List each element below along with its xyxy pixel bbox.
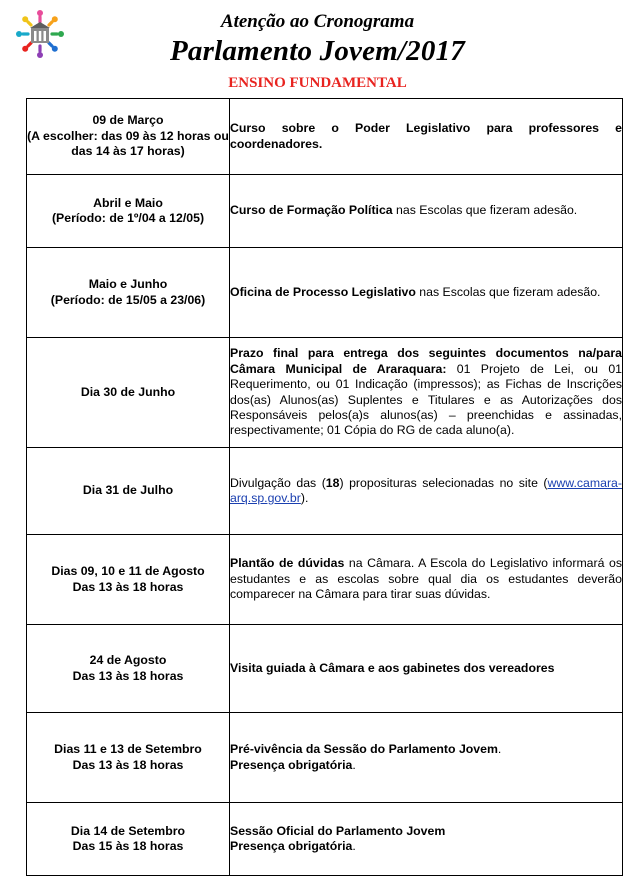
- table-row: [27, 99, 623, 175]
- description-text: nas Escolas que fizeram adesão.: [415, 284, 601, 299]
- date-detail: (Período: de 1º/04 a 12/05): [51, 211, 205, 225]
- table-row: [27, 713, 623, 803]
- date-text: Dia 30 de Junho: [80, 384, 176, 399]
- date-cell: [27, 713, 230, 803]
- description-bold: Pré-vivência da Sessão do Parlamento Jovem: [230, 742, 498, 757]
- description-bold: Sessão Oficial do Parlamento Jovem: [230, 823, 446, 838]
- date-detail: Das 13 às 18 horas: [72, 579, 184, 594]
- description-text: .: [497, 742, 502, 757]
- description-bold: Presença obrigatória: [230, 839, 353, 853]
- date-detail: Das 13 às 18 horas: [72, 668, 184, 683]
- description-cell: [230, 535, 623, 625]
- description-cell: [230, 713, 623, 803]
- page-title: Parlamento Jovem/2017: [170, 35, 465, 67]
- date-text: 09 de Março: [92, 113, 164, 128]
- table-row: [27, 535, 623, 625]
- table-row: [27, 248, 623, 338]
- description-cell: [230, 625, 623, 713]
- description-bold: Oficina de Processo Legislativo: [230, 284, 416, 299]
- description-text: Curso sobre o Poder Legislativo para professores e coordenadores.: [230, 121, 622, 151]
- description-cell: [230, 448, 623, 535]
- proposal-count: 18: [325, 475, 340, 490]
- date-text: Abril e Maio: [93, 195, 163, 210]
- description-text: ).: [300, 491, 309, 505]
- date-text: Dia 31 de Julho: [82, 483, 174, 498]
- date-text: Dias 09, 10 e 11 de Agosto: [51, 564, 205, 579]
- description-bold: Curso de Formação Política: [230, 203, 393, 218]
- schedule-subtitle: Atenção ao Cronograma: [220, 11, 415, 32]
- table-row: [27, 625, 623, 713]
- date-cell: [27, 175, 230, 248]
- description-cell: [230, 338, 623, 448]
- description-text: .: [352, 757, 356, 772]
- date-detail: (A escolher: das 09 às 12 horas ou das 14 às 17 horas): [27, 128, 229, 159]
- date-detail: (Período: de 15/05 a 23/06): [50, 292, 206, 307]
- description-cell: [230, 99, 623, 175]
- table-row: [27, 338, 623, 448]
- date-text: Maio e Junho: [88, 277, 168, 292]
- description-text: nas Escolas que fizeram adesão.: [392, 203, 578, 218]
- date-text: Dias 11 e 13 de Setembro: [54, 742, 202, 757]
- date-cell: [27, 803, 230, 876]
- description-cell: [230, 803, 623, 876]
- date-cell: [27, 625, 230, 713]
- description-text: ) proposituras selecionadas no site (: [339, 475, 548, 490]
- description-bold: Prazo final para entrega dos seguintes documentos na/para Câmara Municipal de Araraquara:: [230, 346, 622, 376]
- education-level-label: ENSINO FUNDAMENTAL: [228, 75, 407, 91]
- description-cell: [230, 175, 623, 248]
- description-text: Visita guiada à Câmara e aos gabinetes dos vereadores: [230, 660, 555, 675]
- date-text: 24 de Agosto: [89, 653, 167, 668]
- description-bold: Plantão de dúvidas: [230, 556, 345, 571]
- date-cell: [27, 99, 230, 175]
- description-text: na Câmara. A Escola do Legislativo informará os estudantes e as escolas sobre qual dia os estudantes deverão comparecer na Câmara para tirar suas dúvidas.: [230, 556, 622, 602]
- table-row: [27, 175, 623, 248]
- table-row: [27, 448, 623, 535]
- schedule-table: [26, 98, 623, 876]
- date-text: Dia 14 de Setembro: [70, 823, 186, 838]
- description-cell: [230, 248, 623, 338]
- description-text: Divulgação das (: [230, 475, 326, 490]
- table-row: [27, 803, 623, 876]
- date-cell: [27, 248, 230, 338]
- date-detail: Das 13 às 18 horas: [72, 757, 184, 772]
- date-detail: Das 15 às 18 horas: [72, 839, 184, 853]
- date-cell: [27, 535, 230, 625]
- description-text: .: [352, 839, 356, 853]
- date-cell: [27, 448, 230, 535]
- date-cell: [27, 338, 230, 448]
- description-text: 01 Projeto de Lei, ou 01 Requerimento, ou 01 Indicação (impressos); as Fichas de Inscrições dos(as) Alunos(as) Suplentes e Titulares e as Autorizações dos Responsáveis pelos(a)s alunos(as) – preenchidas e assinadas, respectivamente; 01 Cópia do RG de cada aluno(a).: [230, 361, 622, 438]
- description-bold: Presença obrigatória: [230, 757, 353, 772]
- website-link[interactable]: www.camara-arq.sp.gov.br: [230, 475, 622, 505]
